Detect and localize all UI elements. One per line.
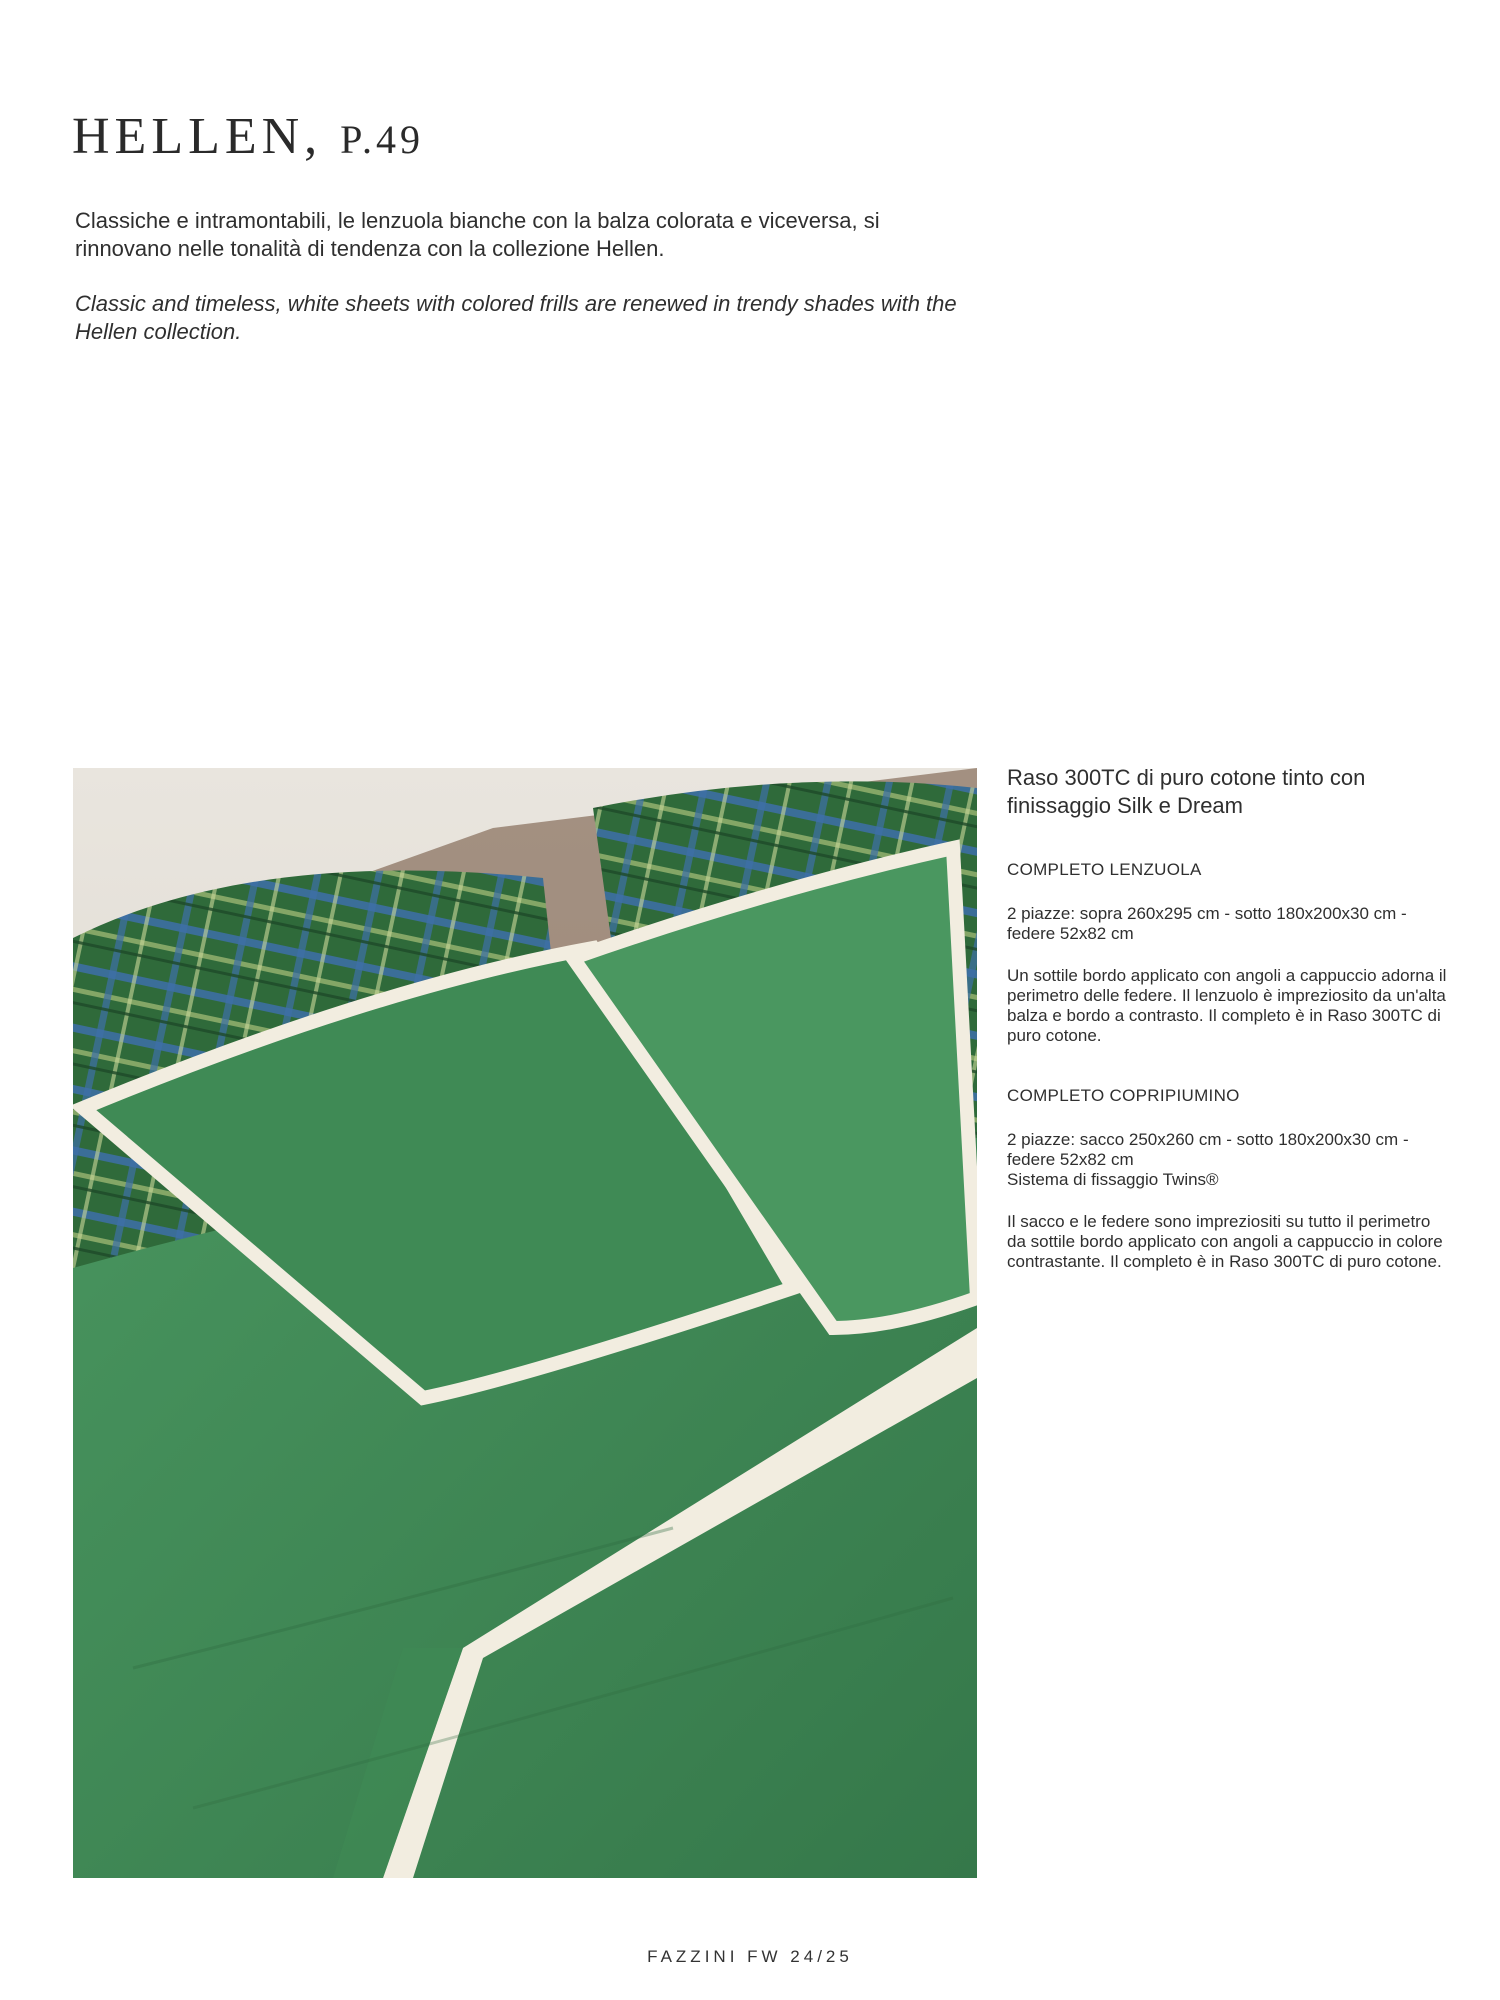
intro-italian: Classiche e intramontabili, le lenzuola bianche con la balza colorata e viceversa, si rinnovano nelle tonalità di tendenza con la collezione Hellen.: [75, 208, 880, 261]
page-reference: P.49: [340, 116, 424, 162]
page-footer: FAZZINI FW 24/25: [647, 1947, 853, 1966]
collection-name: HELLEN,: [72, 107, 323, 165]
sheet-set-description: Un sottile bordo applicato con angoli a cappuccio adorna il perimetro delle federe. Il lenzuolo è impreziosito da un'alta balza e bordo a contrasto. Il completo è in Raso 300TC di puro cotone.: [1007, 966, 1447, 1045]
sheet-set-heading: COMPLETO LENZUOLA: [1007, 860, 1202, 879]
sheet-set-sizes: 2 piazze: sopra 260x295 cm - sotto 180x200x30 cm - federe 52x82 cm: [1007, 904, 1407, 943]
duvet-set-sizes: 2 piazze: sacco 250x260 cm - sotto 180x200x30 cm - federe 52x82 cm: [1007, 1130, 1409, 1169]
intro-english: Classic and timeless, white sheets with colored frills are renewed in trendy shades with the Hellen collection.: [75, 291, 957, 344]
bed-illustration: [73, 768, 977, 1878]
product-photo: [73, 768, 977, 1878]
page-title: [72, 107, 424, 166]
duvet-set-system: Sistema di fissaggio Twins®: [1007, 1170, 1219, 1189]
duvet-set-section: [1007, 1086, 1447, 1272]
sheet-set-section: [1007, 860, 1447, 1046]
duvet-set-heading: COMPLETO COPRIPIUMINO: [1007, 1086, 1240, 1105]
duvet-set-description: Il sacco e le federe sono impreziositi su tutto il perimetro da sottile bordo applicato con angoli a cappuccio in colore contrastante. Il completo è in Raso 300TC di puro cotone.: [1007, 1212, 1443, 1271]
material-description: Raso 300TC di puro cotone tinto con finissaggio Silk e Dream: [1007, 765, 1366, 818]
product-details: [1007, 764, 1447, 1312]
